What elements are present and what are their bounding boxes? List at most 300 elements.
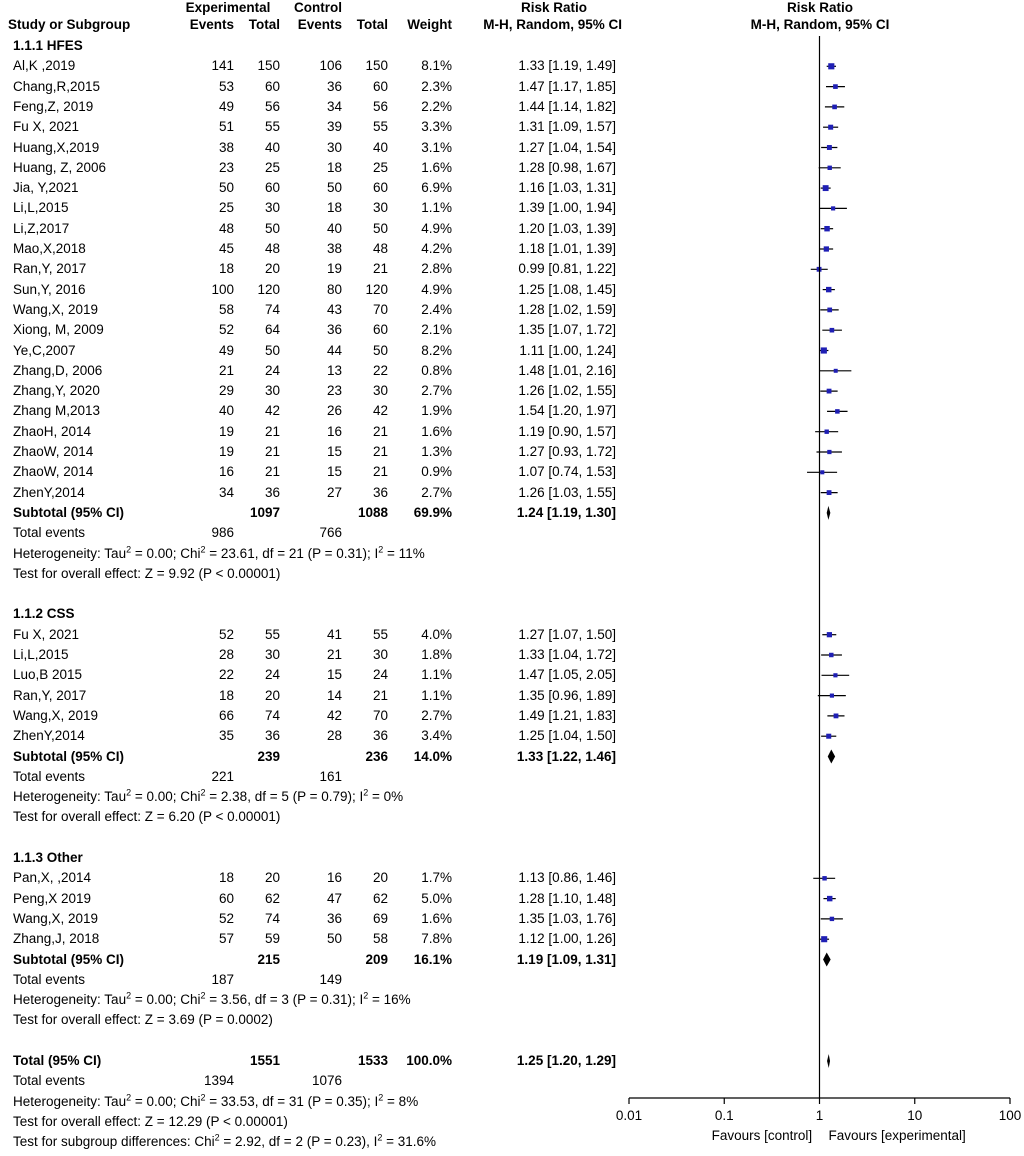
exp-events: 141 [211, 58, 234, 74]
study-weight: 5.0% [421, 890, 452, 906]
subtotal-ci: 1.24 [1.19, 1.30] [516, 504, 616, 520]
study-name: ZhaoH, 2014 [13, 423, 92, 439]
pooled-diamond [827, 1054, 830, 1068]
total-events-ctl: 161 [319, 768, 342, 784]
exp-events: 19 [218, 444, 234, 459]
study-square [829, 653, 833, 657]
overall-total-events-label: Total events [13, 1073, 86, 1089]
study-square [832, 105, 837, 110]
study-weight: 4.9% [421, 220, 452, 236]
study-ci: 1.35 [1.03, 1.76] [518, 910, 616, 926]
ctl-total: 55 [372, 626, 388, 642]
ctl-total: 36 [372, 728, 388, 744]
subtotal-ctl-total: 1088 [357, 504, 388, 520]
subtotal-exp-total: 1097 [249, 504, 280, 520]
total-events-ctl: 766 [319, 525, 342, 541]
ctl-events: 14 [326, 687, 342, 703]
exp-events: 34 [218, 484, 234, 500]
study-name: Li,L,2015 [13, 647, 69, 662]
exp-events: 66 [218, 707, 234, 723]
study-weight: 6.9% [421, 180, 452, 196]
overall-heterogeneity-text: Heterogeneity: Tau$^2$ = 0.00; Chi$^2$ = 33.53, df = 31 (P = 0.35); $I^2 = 8\%$ [13, 1092, 419, 1109]
exp-events: 35 [218, 728, 234, 744]
heterogeneity-text: Heterogeneity: Tau$^2$ = 0.00; Chi$^2$ = 3.56, df = 3 (P = 0.31); $I^2 = 16\%$ [13, 990, 411, 1008]
overall-effect-text: Test for overall effect: Z = 3.69 (P = 0.0002) [13, 1012, 273, 1028]
subtotal-label: Subtotal (95% CI) [13, 504, 125, 520]
study-ci: 1.47 [1.17, 1.85] [518, 78, 616, 94]
study-weight: 1.6% [421, 910, 452, 926]
favours-control-label: Favours [control] [711, 1128, 813, 1143]
study-name: Fu X, 2021 [13, 119, 80, 135]
ctl-total: 60 [372, 180, 388, 196]
study-ci: 1.39 [1.00, 1.94] [518, 200, 616, 216]
pooled-diamond [823, 953, 831, 967]
study-ci: 1.16 [1.03, 1.31] [518, 180, 616, 196]
favours-experimental-label: Favours [experimental] [828, 1128, 966, 1143]
ctl-total-header: Total [356, 17, 388, 32]
study-ci: 1.11 [1.00, 1.24] [519, 342, 616, 358]
study-square [834, 713, 839, 718]
exp-total-header: Total [248, 17, 280, 32]
exp-events: 38 [218, 139, 234, 155]
exp-events: 18 [218, 870, 234, 886]
study-ci: 1.33 [1.19, 1.49] [518, 58, 616, 74]
pooled-diamond [827, 506, 831, 520]
study-square [830, 694, 834, 698]
study-square [827, 490, 832, 495]
total-events-exp: 187 [211, 971, 234, 987]
study-weight: 1.1% [421, 667, 452, 683]
subtotal-weight: 69.9% [413, 504, 452, 520]
ctl-total: 21 [372, 687, 388, 703]
exp-events: 45 [218, 241, 234, 256]
x-tick-label: 0.01 [615, 1108, 643, 1123]
subtotal-weight: 16.1% [413, 951, 452, 967]
exp-events: 52 [218, 910, 234, 926]
study-weight: 1.7% [421, 870, 452, 886]
study-weight: 8.1% [421, 58, 452, 74]
exp-total: 21 [264, 444, 280, 459]
exp-total: 36 [264, 484, 280, 500]
study-column-header: Study or Subgroup [8, 17, 131, 32]
study-name: ZhenY,2014 [13, 484, 85, 500]
ctl-total: 30 [372, 647, 388, 662]
x-tick-label: 1 [815, 1108, 824, 1123]
study-square [826, 734, 831, 739]
exp-events: 18 [218, 261, 234, 277]
ctl-events: 30 [326, 139, 342, 155]
ctl-total: 56 [372, 98, 388, 114]
exp-events: 18 [218, 687, 234, 703]
study-weight: 4.2% [421, 241, 452, 256]
study-ci: 1.27 [1.07, 1.50] [518, 626, 616, 642]
ctl-events: 21 [326, 647, 342, 662]
study-square [827, 145, 832, 150]
study-weight: 8.2% [421, 342, 452, 358]
exp-total: 20 [264, 261, 280, 277]
exp-total: 60 [264, 180, 280, 196]
ctl-total: 120 [365, 281, 388, 297]
ctl-total: 22 [372, 362, 388, 378]
study-ci: 1.48 [1.01, 2.16] [518, 362, 616, 378]
exp-total: 20 [264, 870, 280, 886]
rr-method-header: M-H, Random, 95% CI [483, 17, 622, 32]
ctl-events: 47 [326, 890, 342, 906]
ctl-total: 20 [372, 870, 388, 886]
ctl-total: 24 [372, 667, 388, 683]
study-weight: 2.7% [421, 707, 452, 723]
study-square [821, 347, 827, 353]
study-ci: 1.47 [1.05, 2.05] [518, 667, 616, 683]
study-weight: 2.4% [421, 301, 452, 317]
ctl-total: 48 [372, 241, 388, 256]
exp-total: 64 [264, 322, 280, 338]
study-weight: 2.8% [421, 261, 452, 277]
study-square [823, 185, 829, 191]
exp-total: 24 [264, 667, 280, 683]
ctl-events: 18 [326, 159, 342, 175]
ctl-events: 38 [326, 241, 342, 256]
exp-total: 56 [264, 98, 280, 114]
study-weight: 1.1% [421, 687, 452, 703]
pooled-diamond [828, 750, 835, 764]
study-ci: 1.19 [0.90, 1.57] [518, 423, 616, 439]
ctl-events: 39 [326, 119, 342, 135]
study-square [833, 84, 838, 89]
study-name: Zhang M,2013 [13, 403, 101, 419]
ctl-events: 16 [326, 423, 342, 439]
ctl-total: 62 [372, 890, 388, 906]
x-tick-label: 0.1 [714, 1108, 734, 1123]
exp-events: 49 [218, 342, 234, 358]
study-ci: 1.28 [1.10, 1.48] [518, 890, 616, 906]
ctl-events: 42 [326, 707, 342, 723]
exp-events-header: Events [189, 17, 234, 32]
study-weight: 1.6% [421, 423, 452, 439]
study-square [828, 166, 832, 170]
exp-total: 21 [264, 464, 280, 480]
study-name: Zhang,D, 2006 [13, 362, 103, 378]
study-ci: 1.28 [0.98, 1.67] [518, 159, 616, 175]
ctl-total: 25 [372, 159, 388, 175]
study-name: Li,Z,2017 [13, 220, 70, 236]
exp-total: 30 [264, 383, 280, 399]
ctl-total: 40 [372, 139, 388, 155]
study-ci: 1.27 [0.93, 1.72] [518, 444, 616, 459]
study-weight: 0.8% [421, 362, 452, 378]
exp-events: 49 [218, 98, 234, 114]
exp-total: 55 [264, 119, 280, 135]
overall-total-effect-text: Test for overall effect: Z = 12.29 (P < 0.00001) [13, 1113, 288, 1129]
exp-events: 25 [218, 200, 234, 216]
study-name: Wang,X, 2019 [13, 301, 99, 317]
exp-events: 23 [218, 159, 234, 175]
ctl-events: 43 [326, 301, 342, 317]
ctl-total: 150 [365, 58, 388, 74]
ctl-events: 26 [326, 403, 342, 419]
ctl-events: 23 [326, 383, 342, 399]
study-ci: 1.26 [1.02, 1.55] [518, 383, 616, 399]
ctl-events: 15 [326, 444, 342, 459]
study-name: Luo,B 2015 [13, 667, 83, 683]
ctl-total: 42 [372, 403, 388, 419]
subtotal-ci: 1.33 [1.22, 1.46] [516, 748, 616, 764]
total-weight: 100.0% [406, 1053, 452, 1068]
study-name: Ran,Y, 2017 [13, 687, 87, 703]
exp-events: 52 [218, 322, 234, 338]
ctl-events: 44 [326, 342, 342, 358]
study-weight: 1.9% [421, 403, 452, 419]
study-name: Huang,X,2019 [13, 139, 100, 155]
study-ci: 1.12 [1.00, 1.26] [518, 931, 616, 947]
study-name: Zhang,Y, 2020 [13, 383, 100, 399]
total-events-label: Total events [13, 525, 86, 541]
study-ci: 1.27 [1.04, 1.54] [518, 139, 616, 155]
plot-method-header: M-H, Random, 95% CI [750, 17, 890, 32]
subtotal-weight: 14.0% [413, 748, 452, 764]
study-name: Sun,Y, 2016 [13, 281, 86, 297]
study-name: Al,K ,2019 [13, 58, 76, 74]
exp-total: 50 [264, 220, 280, 236]
subgroup-title: 1.1.1 HFES [13, 38, 83, 53]
ctl-events: 18 [326, 200, 342, 216]
exp-total: 59 [264, 931, 280, 947]
ctl-events: 106 [319, 58, 342, 74]
subtotal-exp-total: 215 [257, 951, 280, 967]
exp-total: 40 [264, 139, 280, 155]
study-name: Wang,X, 2019 [13, 707, 99, 723]
study-ci: 1.54 [1.20, 1.97] [518, 403, 616, 419]
study-name: ZhaoW, 2014 [13, 464, 94, 480]
total-ci: 1.25 [1.20, 1.29] [516, 1053, 616, 1068]
ctl-total: 55 [372, 119, 388, 135]
study-weight: 1.8% [421, 647, 452, 662]
exp-total: 74 [264, 301, 280, 317]
study-ci: 1.13 [0.86, 1.46] [518, 870, 616, 886]
subgroup-title: 1.1.3 Other [13, 850, 83, 865]
overall-total-events-exp: 1394 [203, 1073, 234, 1089]
ctl-events: 36 [326, 322, 342, 338]
study-ci: 1.20 [1.03, 1.39] [518, 220, 616, 236]
study-ci: 1.25 [1.08, 1.45] [518, 281, 616, 297]
study-ci: 1.33 [1.04, 1.72] [518, 647, 616, 662]
exp-total: 36 [264, 728, 280, 744]
exp-total: 50 [264, 342, 280, 358]
ctl-events: 40 [326, 220, 342, 236]
ctl-total: 70 [372, 301, 388, 317]
subtotal-ci: 1.19 [1.09, 1.31] [516, 951, 616, 967]
study-ci: 1.31 [1.09, 1.57] [518, 119, 616, 135]
exp-total: 42 [264, 403, 280, 419]
study-weight: 2.1% [421, 322, 452, 338]
study-name: Peng,X 2019 [13, 890, 92, 906]
study-name: Mao,X,2018 [13, 241, 86, 256]
study-square [830, 328, 835, 333]
ctl-total: 30 [372, 383, 388, 399]
subtotal-label: Subtotal (95% CI) [13, 951, 125, 967]
exp-events: 51 [218, 119, 234, 135]
exp-total: 30 [264, 200, 280, 216]
exp-total: 55 [264, 626, 280, 642]
ctl-events: 27 [326, 484, 342, 500]
study-weight: 2.2% [421, 98, 452, 114]
subtotal-ctl-total: 209 [365, 951, 388, 967]
exp-events: 28 [218, 647, 234, 662]
subgroup-differences-text: Test for subgroup differences: Chi$^2$ = 2.92, df = 2 (P = 0.23), $I^2 = 31.6\%$ [13, 1132, 437, 1150]
ctl-total: 58 [372, 931, 388, 947]
study-square [827, 632, 832, 637]
ctl-total: 21 [372, 261, 388, 277]
study-weight: 0.9% [421, 464, 452, 480]
study-name: Wang,X, 2019 [13, 910, 99, 926]
ctl-total: 36 [372, 484, 388, 500]
exp-events: 57 [218, 931, 234, 947]
exp-total: 74 [264, 707, 280, 723]
ctl-events: 36 [326, 910, 342, 926]
study-weight: 2.7% [421, 484, 452, 500]
study-square [831, 206, 835, 210]
total-exp-total: 1551 [249, 1053, 280, 1068]
ctl-events: 36 [326, 78, 342, 94]
study-weight: 1.3% [421, 444, 452, 459]
weight-header: Weight [407, 17, 452, 32]
exp-total: 62 [264, 890, 280, 906]
subtotal-ctl-total: 236 [365, 748, 388, 764]
ctl-total: 50 [372, 342, 388, 358]
exp-events: 40 [218, 403, 234, 419]
study-name: Jia, Y,2021 [13, 180, 79, 196]
ctl-events-header: Events [297, 17, 342, 32]
study-ci: 1.25 [1.04, 1.50] [518, 728, 616, 744]
study-weight: 3.4% [421, 728, 452, 744]
exp-total: 60 [264, 78, 280, 94]
overall-effect-text: Test for overall effect: Z = 9.92 (P < 0.00001) [13, 565, 281, 581]
study-square [835, 409, 840, 414]
ctl-events: 34 [326, 98, 342, 114]
exp-events: 100 [211, 281, 234, 297]
control-header: Control [294, 0, 342, 15]
exp-events: 16 [218, 464, 234, 480]
study-square [824, 226, 829, 231]
study-ci: 1.28 [1.02, 1.59] [518, 301, 616, 317]
study-weight: 4.0% [421, 626, 452, 642]
exp-events: 52 [218, 626, 234, 642]
total-ctl-total: 1533 [357, 1053, 388, 1068]
study-weight: 1.6% [421, 159, 452, 175]
study-name: Li,L,2015 [13, 200, 69, 216]
study-square [833, 673, 837, 677]
ctl-total: 60 [372, 322, 388, 338]
exp-total: 74 [264, 910, 280, 926]
exp-events: 53 [218, 78, 234, 94]
study-name: Ran,Y, 2017 [13, 261, 87, 277]
exp-total: 120 [257, 281, 280, 297]
ctl-total: 21 [372, 423, 388, 439]
study-ci: 1.49 [1.21, 1.83] [518, 707, 616, 723]
exp-total: 21 [264, 423, 280, 439]
exp-events: 50 [218, 180, 234, 196]
heterogeneity-text: Heterogeneity: Tau$^2$ = 0.00; Chi$^2$ = 23.61, df = 21 (P = 0.31); $I^2 = 11\%$ [13, 544, 425, 561]
ctl-total: 30 [372, 200, 388, 216]
ctl-events: 50 [326, 180, 342, 196]
ctl-events: 16 [326, 870, 342, 886]
study-name: ZhenY,2014 [13, 728, 85, 744]
heterogeneity-text: Heterogeneity: Tau$^2$ = 0.00; Chi$^2$ = 2.38, df = 5 (P = 0.79); $I^2 = 0\%$ [13, 787, 404, 805]
subtotal-exp-total: 239 [257, 748, 280, 764]
study-square [825, 430, 829, 434]
rr-column-title: Risk Ratio [520, 0, 588, 15]
study-square [828, 63, 834, 69]
exp-total: 30 [264, 647, 280, 662]
study-ci: 1.35 [1.07, 1.72] [518, 322, 616, 338]
study-name: ZhaoW, 2014 [13, 444, 94, 459]
study-ci: 1.35 [0.96, 1.89] [518, 687, 616, 703]
study-ci: 1.18 [1.01, 1.39] [518, 241, 616, 256]
study-ci: 1.07 [0.74, 1.53] [518, 464, 616, 480]
study-weight: 7.8% [421, 931, 452, 947]
study-name: Fu X, 2021 [13, 626, 80, 642]
study-weight: 1.1% [421, 200, 452, 216]
study-weight: 3.3% [421, 119, 452, 135]
ctl-events: 50 [326, 931, 342, 947]
study-square [824, 246, 829, 251]
ctl-total: 70 [372, 707, 388, 723]
total-events-exp: 221 [211, 768, 234, 784]
study-square [827, 896, 832, 901]
ctl-events: 28 [326, 728, 342, 744]
exp-events: 21 [218, 362, 234, 378]
exp-events: 29 [218, 383, 234, 399]
study-square [826, 287, 831, 292]
exp-total: 48 [264, 241, 280, 256]
study-square [827, 389, 832, 394]
ctl-total: 50 [372, 220, 388, 236]
study-weight: 4.9% [421, 281, 452, 297]
exp-total: 24 [264, 362, 280, 378]
study-square [828, 125, 833, 130]
study-name: Feng,Z, 2019 [13, 98, 94, 114]
ctl-total: 21 [372, 444, 388, 459]
study-square [830, 917, 834, 921]
exp-events: 60 [218, 890, 234, 906]
study-square [821, 936, 827, 942]
subtotal-label: Subtotal (95% CI) [13, 748, 125, 764]
study-name: Chang,R,2015 [13, 78, 101, 94]
ctl-events: 41 [326, 626, 342, 642]
exp-events: 48 [218, 220, 234, 236]
study-name: Xiong, M, 2009 [13, 322, 104, 338]
study-ci: 0.99 [0.81, 1.22] [518, 261, 616, 277]
x-tick-label: 10 [907, 1108, 923, 1123]
exp-events: 19 [218, 423, 234, 439]
ctl-events: 15 [326, 667, 342, 683]
ctl-events: 19 [326, 261, 342, 277]
total-events-exp: 986 [211, 525, 234, 541]
x-tick-label: 100 [998, 1108, 1022, 1123]
total-label: Total (95% CI) [13, 1053, 102, 1068]
exp-events: 22 [218, 667, 234, 683]
exp-events: 58 [218, 301, 234, 317]
total-events-label: Total events [13, 768, 86, 784]
study-weight: 3.1% [421, 139, 452, 155]
study-square [827, 308, 832, 313]
ctl-total: 69 [372, 910, 388, 926]
study-weight: 2.7% [421, 383, 452, 399]
study-square [822, 876, 826, 880]
overall-total-events-ctl: 1076 [311, 1073, 342, 1089]
overall-effect-text: Test for overall effect: Z = 6.20 (P < 0.00001) [13, 809, 281, 825]
study-ci: 1.26 [1.03, 1.55] [518, 484, 616, 500]
